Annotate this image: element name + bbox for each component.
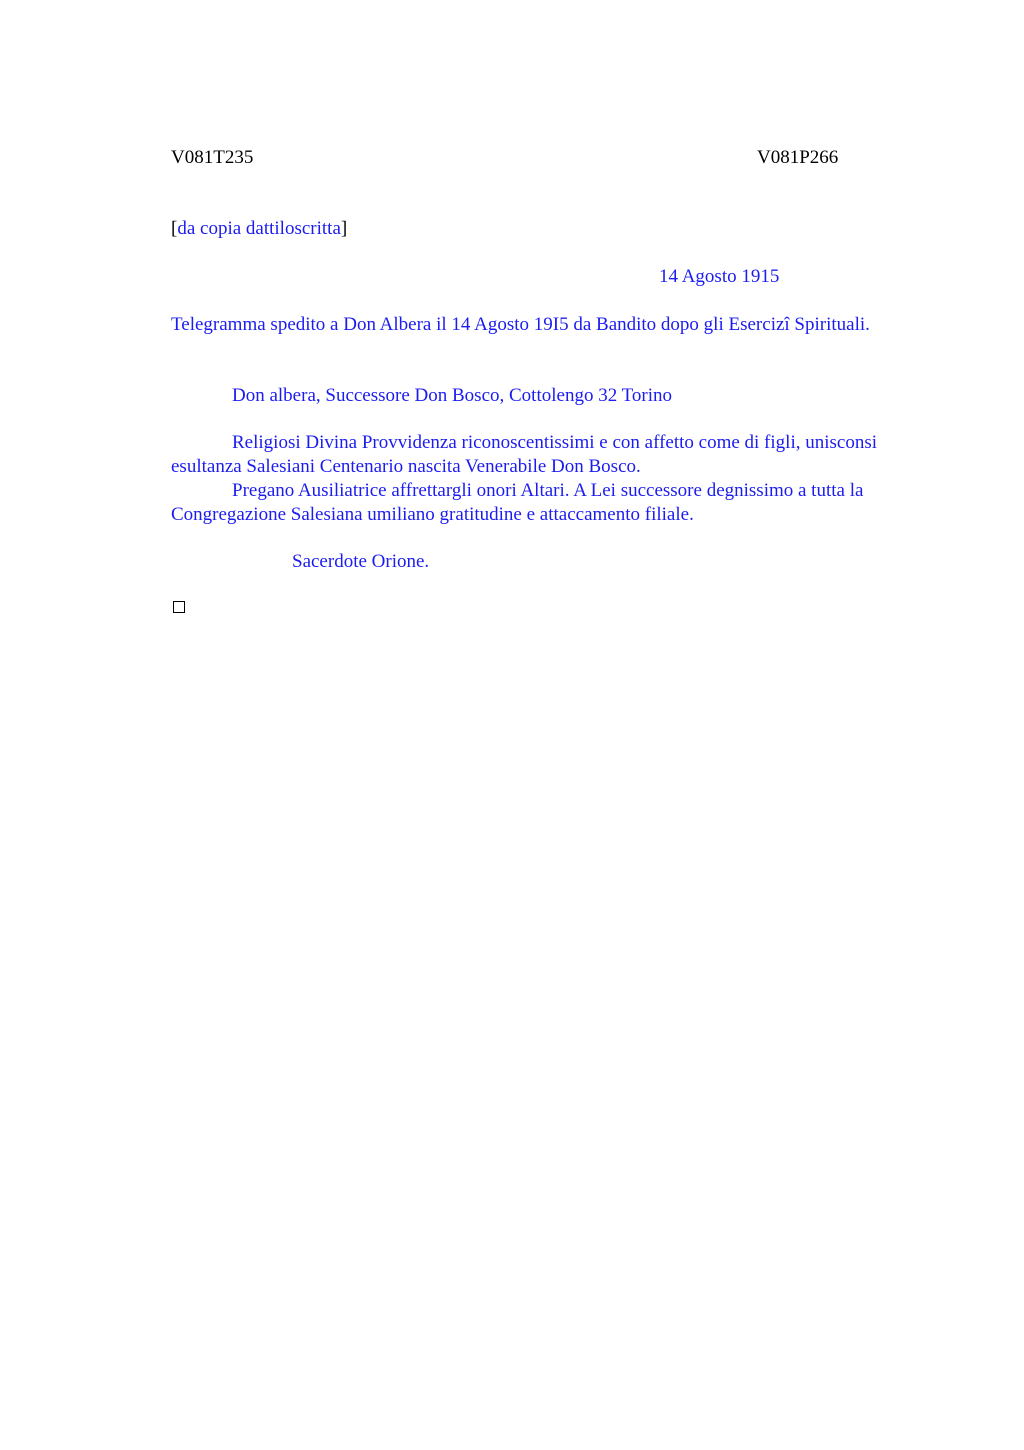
letter-date: 14 Agosto 1915 bbox=[659, 266, 780, 287]
source-note-text: da copia dattiloscritta bbox=[177, 218, 341, 239]
document-reference-left: V081T235 bbox=[171, 147, 254, 168]
source-note-open-bracket: [ bbox=[171, 218, 178, 239]
source-note bbox=[171, 217, 347, 241]
telegram-address: Don albera, Successore Don Bosco, Cottolengo 32 Torino bbox=[232, 385, 672, 406]
document-reference-right: V081P266 bbox=[757, 147, 839, 168]
telegram-body bbox=[171, 431, 931, 527]
body-paragraph-1-text: Religiosi Divina Provvidenza riconoscentissimi e con affetto come di figli, unisconsi esultanza Salesiani Centenario nascita Venerabile Don Bosco. bbox=[171, 432, 877, 477]
intro-paragraph: Telegramma spedito a Don Albera il 14 Agosto 19I5 da Bandito dopo gli Esercizî Spirituali. bbox=[171, 314, 870, 335]
end-of-document-box-icon bbox=[173, 601, 185, 613]
body-paragraph-2-text: Pregano Ausiliatrice affrettargli onori Altari. A Lei successore degnissimo a tutta la Congregazione Salesiana umiliano gratitudine e attaccamento filiale. bbox=[171, 480, 864, 525]
signature: Sacerdote Orione. bbox=[292, 551, 430, 572]
source-note-close-bracket: ] bbox=[340, 218, 348, 239]
body-paragraph-2 bbox=[171, 479, 931, 527]
body-paragraph-1 bbox=[171, 431, 931, 479]
